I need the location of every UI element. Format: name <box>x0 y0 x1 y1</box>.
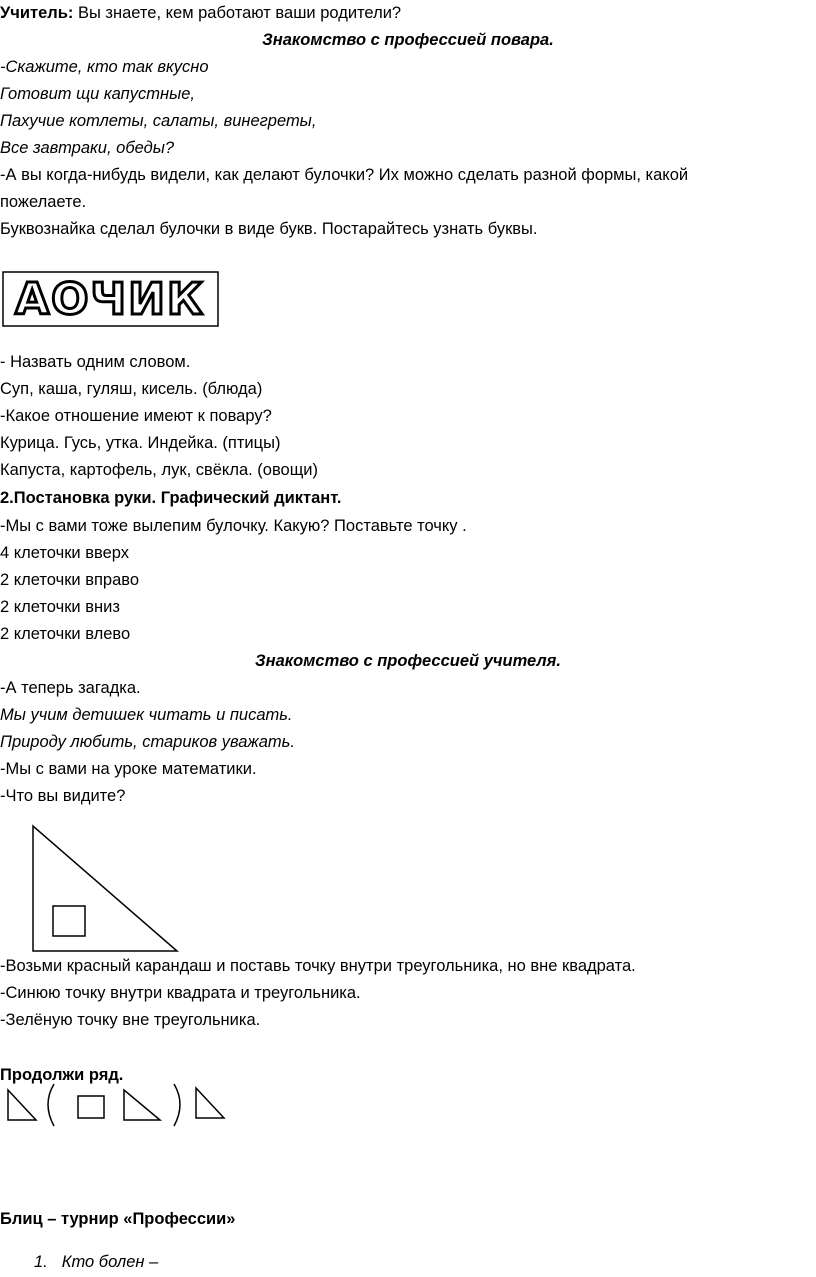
intro-text: Вы знаете, кем работают ваши родители? <box>73 4 402 22</box>
text-line: пожелаете. <box>0 193 87 211</box>
text-line: 4 клеточки вверх <box>0 544 129 562</box>
text-line: -Какое отношение имеют к повару? <box>0 407 272 425</box>
text-line: -Что вы видите? <box>0 787 126 805</box>
text-line: -Синюю точку внутри квадрата и треугольника. <box>0 984 361 1002</box>
blitz-item <box>34 1251 158 1273</box>
text-line: -Мы с вами на уроке математики. <box>0 760 257 778</box>
bun-letters-text: АОЧИК <box>15 274 205 325</box>
triangle-shape <box>124 1090 160 1120</box>
text-line: Буквознайка сделал булочки в виде букв. Постарайтесь узнать буквы. <box>0 220 538 238</box>
teacher-label: Учитель: <box>0 4 74 22</box>
text-line: 2 клеточки вниз <box>0 598 120 616</box>
poem-line: Готовит щи капустные, <box>0 85 195 103</box>
poem-line: -Скажите, кто так вкусно <box>0 58 209 76</box>
open-bracket-shape <box>48 1084 54 1126</box>
triangle-shape <box>33 826 177 951</box>
section-teacher-heading: Знакомство с профессией учителя. <box>255 652 561 670</box>
text-line: Капуста, картофель, лук, свёкла. (овощи) <box>0 461 319 479</box>
square-shape <box>53 906 85 936</box>
triangle-with-square-figure <box>30 824 180 954</box>
triangle-shape <box>196 1088 224 1118</box>
text-line: -А теперь загадка. <box>0 679 141 697</box>
text-line: -А вы когда-нибудь видели, как делают булочки? Их можно сделать разной формы, какой <box>0 166 689 184</box>
shape-series-figure <box>4 1082 234 1130</box>
poem-line: Природу любить, стариков уважать. <box>0 733 295 751</box>
square-shape <box>78 1096 104 1118</box>
text-line: -Зелёную точку вне треугольника. <box>0 1011 261 1029</box>
poem-line: Мы учим детишек читать и писать. <box>0 706 293 724</box>
section-cook-heading: Знакомство с профессией повара. <box>262 31 554 49</box>
section2-heading: 2.Постановка руки. Графический диктант. <box>0 489 342 507</box>
text-line: 2 клеточки влево <box>0 625 131 643</box>
blitz-heading: Блиц – турнир «Профессии» <box>0 1210 236 1228</box>
bun-letters-image <box>2 266 220 328</box>
item-number: 1. <box>34 1253 48 1271</box>
close-bracket-shape <box>174 1084 180 1126</box>
intro-line <box>0 2 401 24</box>
poem-line: Все завтраки, обеды? <box>0 139 175 157</box>
series-heading: Продолжи ряд. <box>0 1066 124 1084</box>
triangle-shape <box>8 1090 36 1120</box>
text-line: Суп, каша, гуляш, кисель. (блюда) <box>0 380 263 398</box>
text-line: -Мы с вами тоже вылепим булочку. Какую? Поставьте точку . <box>0 517 467 535</box>
text-line: Курица. Гусь, утка. Индейка. (птицы) <box>0 434 281 452</box>
text-line: -Возьми красный карандаш и поставь точку внутри треугольника, но вне квадрата. <box>0 957 636 975</box>
text-line: - Назвать одним словом. <box>0 353 191 371</box>
poem-line: Пахучие котлеты, салаты, винегреты, <box>0 112 317 130</box>
item-text: Кто болен – <box>61 1253 159 1271</box>
text-line: 2 клеточки вправо <box>0 571 140 589</box>
